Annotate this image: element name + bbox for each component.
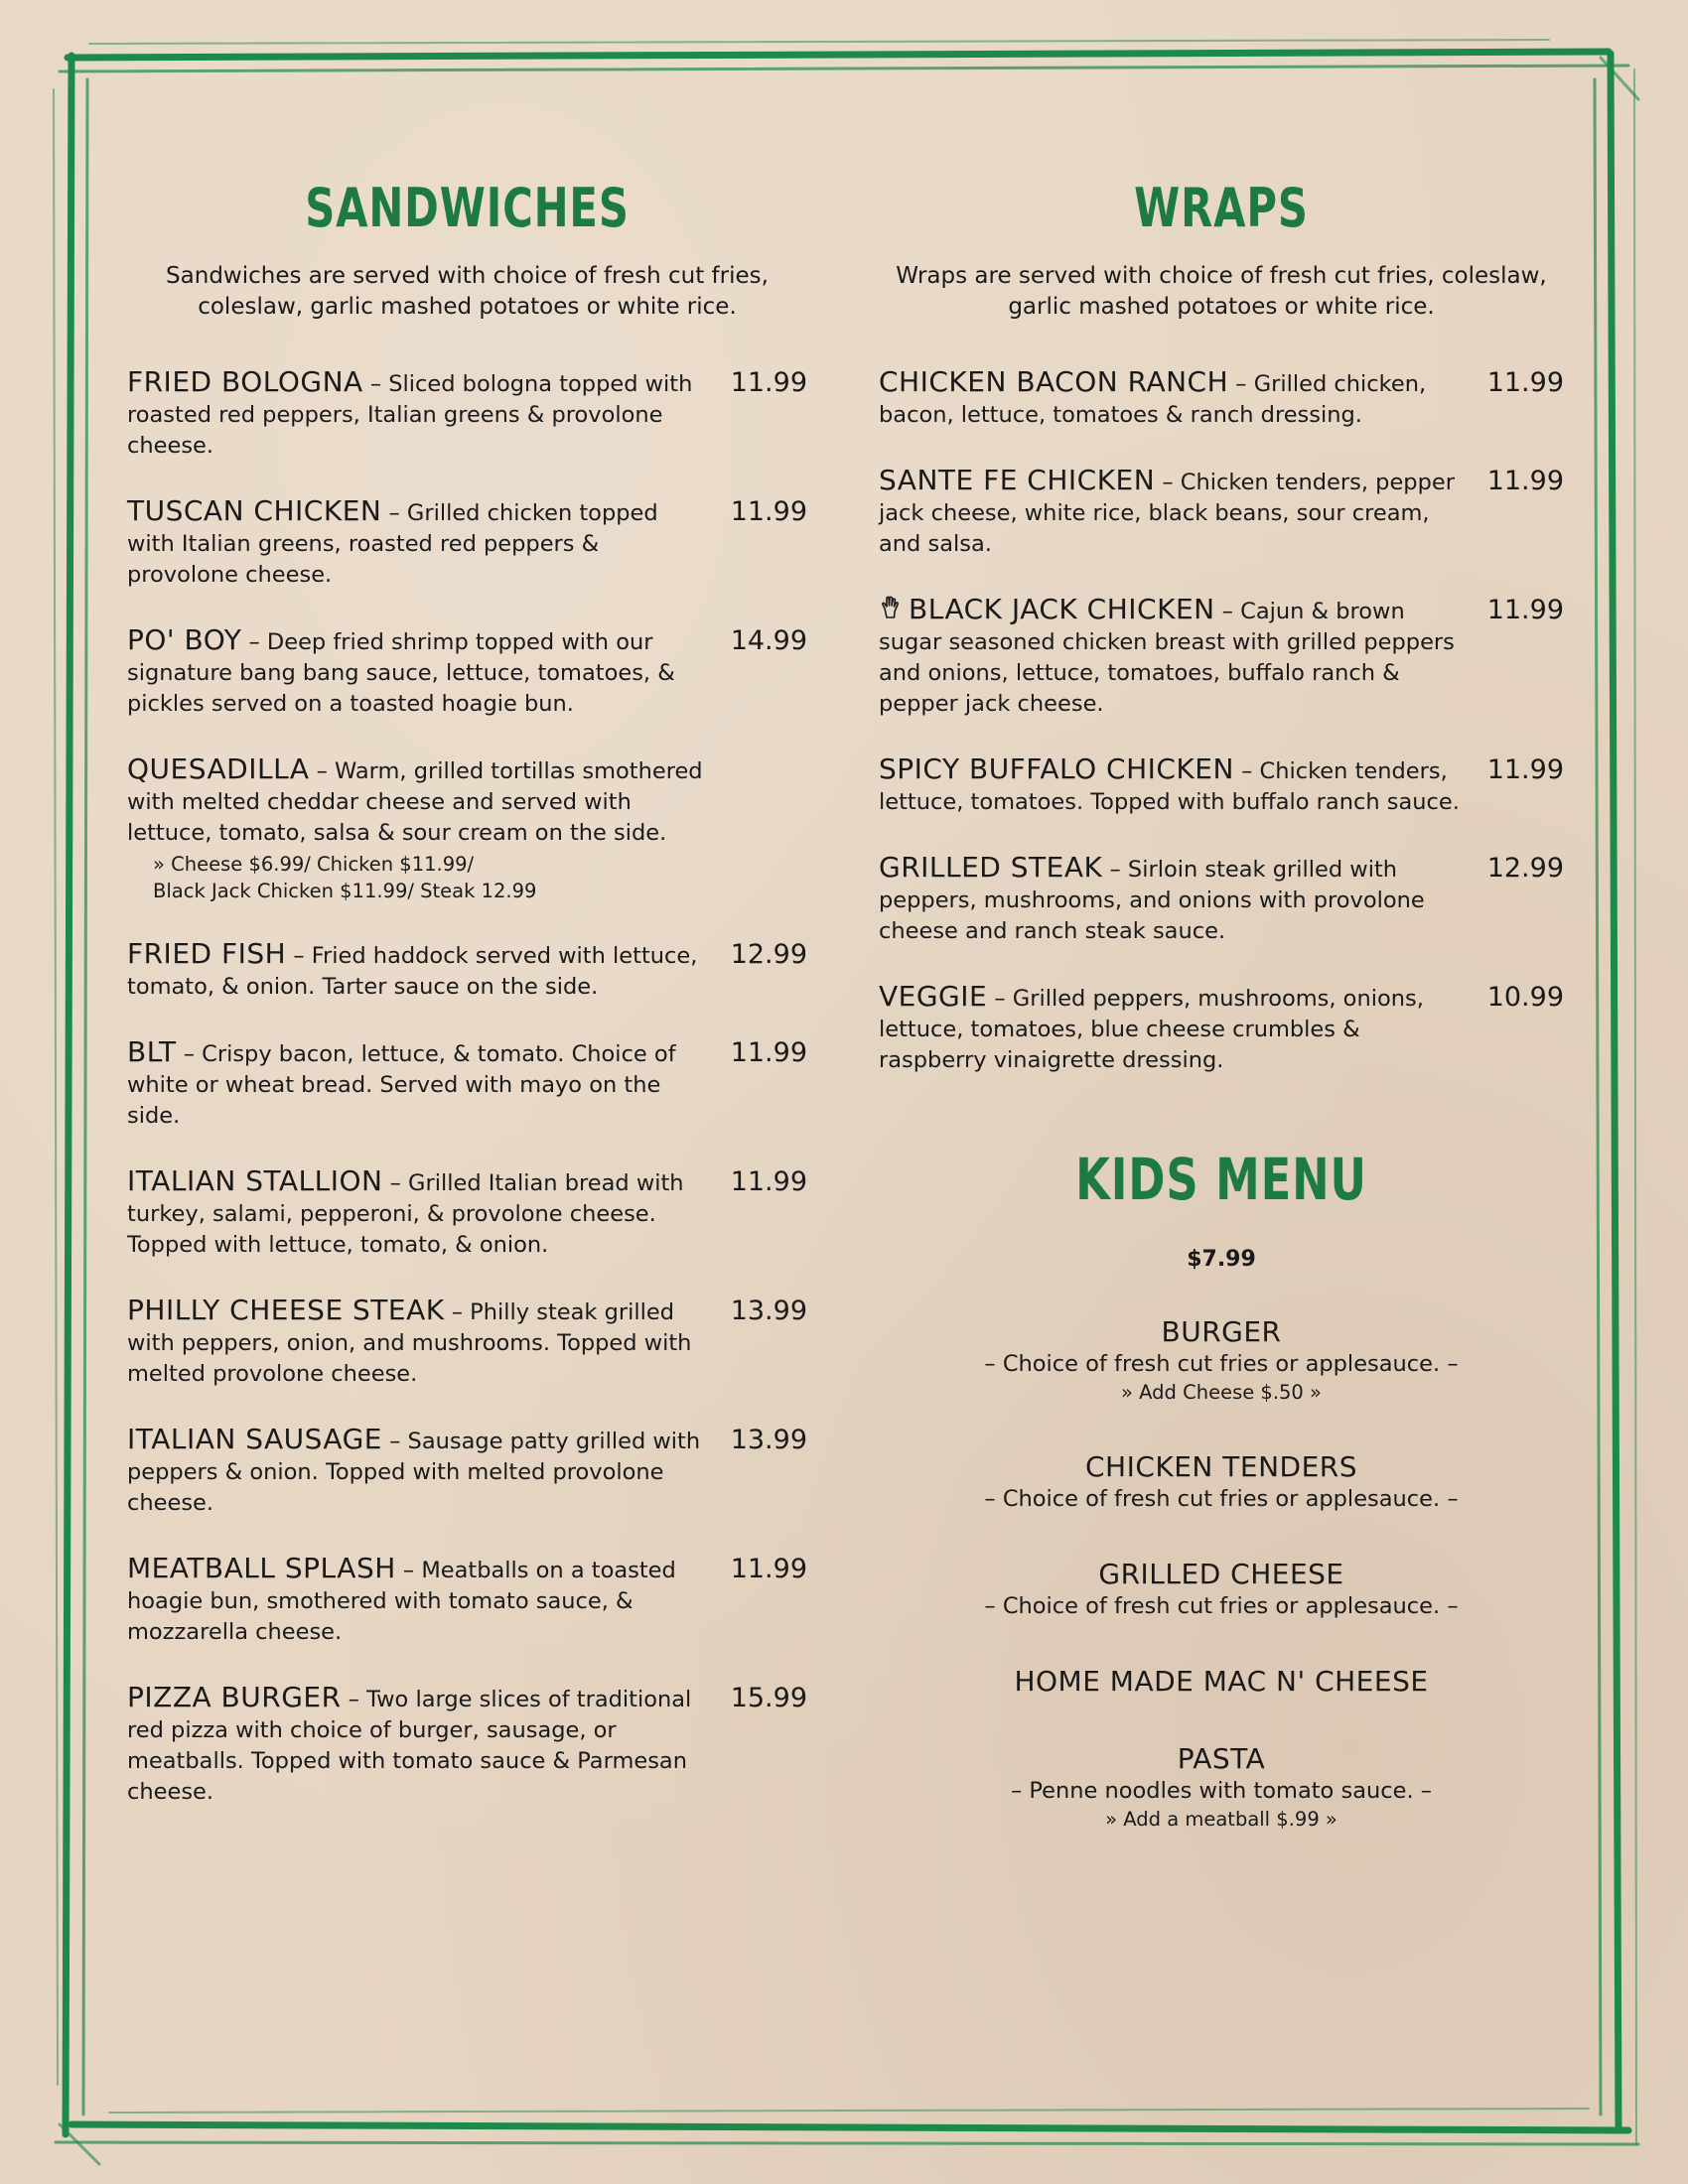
item-description: – Grilled Italian bread with turkey, salami, pepperoni, & provolone cheese. Topped with lettuce, tomato, & onion. (127, 1170, 684, 1258)
kids-item-addon: » Add a meatball $.99 » (1105, 1808, 1337, 1831)
item-price: 11.99 (730, 1037, 807, 1068)
item-price: 11.99 (730, 367, 807, 398)
item-price: 11.99 (1486, 595, 1564, 625)
menu-item (879, 753, 1564, 818)
menu-item (127, 366, 807, 462)
item-description: – Sliced bologna topped with roasted red peppers, Italian greens & provolone cheese. (127, 371, 693, 459)
item-description: – Sausage patty grilled with peppers & onion. Topped with melted provolone cheese. (127, 1429, 701, 1516)
kids-menu-section (879, 1146, 1564, 1834)
kids-item (879, 1558, 1564, 1621)
item-name: BLACK JACK CHICKEN (909, 593, 1215, 625)
item-price: 11.99 (1486, 754, 1564, 785)
item-name: SANTE FE CHICKEN (879, 464, 1156, 496)
kids-menu-price: $7.99 (1187, 1247, 1256, 1272)
kids-item (879, 1665, 1564, 1699)
item-description: – Warm, grilled tortillas smothered with melted cheddar cheese and served with lettuce, tomato, salsa & sour cream on the side. (127, 758, 703, 846)
price-options-line-1: » Cheese $6.99/ Chicken $11.99/ (153, 853, 475, 876)
sandwiches-list (127, 366, 807, 1808)
sandwiches-title: SANDWICHES (305, 177, 630, 239)
kids-item-name: BURGER (1161, 1315, 1282, 1348)
price-options-line-2: Black Jack Chicken $11.99/ Steak 12.99 (153, 880, 537, 902)
item-description: – Deep fried shrimp topped with our signature bang bang sauce, lettuce, tomatoes, & pickles served on a toasted hoagie bun. (127, 629, 675, 717)
kids-item-addon: » Add Cheese $.50 » (1121, 1381, 1322, 1404)
kids-item-name: PASTA (1177, 1742, 1266, 1775)
kids-item (879, 1315, 1564, 1407)
kids-item-description: – Choice of fresh cut fries or applesauce. – (984, 1486, 1459, 1512)
menu-item (127, 1036, 807, 1132)
kids-menu-title: KIDS MENU (1075, 1146, 1367, 1213)
item-name: CHICKEN BACON RANCH (879, 365, 1229, 398)
menu-item (127, 1424, 807, 1519)
menu-item (127, 753, 807, 904)
menu-item (127, 1295, 807, 1390)
item-description: – Crispy bacon, lettuce, & tomato. Choice of white or wheat bread. Served with mayo on the side. (127, 1041, 676, 1129)
item-description: – Grilled chicken topped with Italian greens, roasted red peppers & provolone cheese. (127, 500, 658, 588)
item-name: MEATBALL SPLASH (127, 1552, 396, 1584)
menu-item (879, 366, 1564, 431)
item-name: ITALIAN SAUSAGE (127, 1423, 382, 1455)
item-price: 14.99 (730, 625, 807, 656)
item-price: 11.99 (730, 496, 807, 527)
item-description: – Meatballs on a toasted hoagie bun, smothered with tomato sauce, & mozzarella cheese. (127, 1558, 676, 1645)
item-name: FRIED FISH (127, 937, 287, 970)
menu-item (127, 624, 807, 720)
kids-item (879, 1742, 1564, 1834)
sandwiches-subtitle: Sandwiches are served with choice of fresh cut fries, coleslaw, garlic mashed potatoes or white rice. (166, 263, 769, 320)
menu-item (127, 938, 807, 1003)
item-name: SPICY BUFFALO CHICKEN (879, 752, 1234, 785)
item-name: TUSCAN CHICKEN (127, 494, 382, 527)
item-name: QUESADILLA (127, 752, 310, 785)
item-name: GRILLED STEAK (879, 851, 1103, 884)
item-description: – Chicken tenders, pepper jack cheese, white rice, black beans, sour cream, and salsa. (879, 470, 1455, 557)
menu-item (879, 594, 1564, 720)
sandwiches-column (127, 0, 807, 1842)
kids-item-name: HOME MADE MAC N' CHEESE (1014, 1665, 1429, 1698)
menu-item (879, 465, 1564, 560)
item-price-options (127, 851, 807, 904)
menu-item (127, 495, 807, 591)
hand-icon (879, 595, 905, 620)
item-price: 11.99 (1486, 367, 1564, 398)
item-name: PO' BOY (127, 623, 242, 656)
kids-item-description: – Choice of fresh cut fries or applesauce. – (984, 1593, 1459, 1619)
item-price: 12.99 (1486, 853, 1564, 884)
item-price: 13.99 (730, 1296, 807, 1326)
item-name: ITALIAN STALLION (127, 1164, 383, 1197)
item-description: – Fried haddock served with lettuce, tomato, & onion. Tarter sauce on the side. (127, 943, 698, 1000)
kids-item-description: – Penne noodles with tomato sauce. – (1010, 1778, 1433, 1804)
item-price: 13.99 (730, 1425, 807, 1455)
item-price: 15.99 (730, 1683, 807, 1713)
kids-item (879, 1450, 1564, 1514)
kids-item-name: GRILLED CHEESE (1098, 1558, 1344, 1590)
item-description: – Cajun & brown sugar seasoned chicken breast with grilled peppers and onions, lettuce, tomatoes, buffalo ranch & pepper jack cheese. (879, 599, 1455, 717)
item-price: 11.99 (1486, 466, 1564, 496)
item-description: – Grilled peppers, mushrooms, onions, lettuce, tomatoes, blue cheese crumbles & raspberry vinaigrette dressing. (879, 986, 1424, 1073)
item-description: – Two large slices of traditional red pizza with choice of burger, sausage, or meatballs. Topped with tomato sauce & Parmesan cheese. (127, 1687, 692, 1805)
wraps-column (879, 0, 1564, 1834)
item-description: – Grilled chicken, bacon, lettuce, tomatoes & ranch dressing. (879, 371, 1427, 428)
wraps-list (879, 366, 1564, 1076)
item-name: PHILLY CHEESE STEAK (127, 1294, 445, 1326)
item-name: BLT (127, 1035, 177, 1068)
item-description: – Chicken tenders, lettuce, tomatoes. Topped with buffalo ranch sauce. (879, 758, 1460, 815)
menu-item (879, 852, 1564, 947)
item-price: 11.99 (730, 1166, 807, 1197)
menu-item (127, 1553, 807, 1648)
kids-item-name: CHICKEN TENDERS (1084, 1450, 1358, 1483)
wraps-title: WRAPS (1134, 177, 1309, 239)
item-description: – Philly steak grilled with peppers, onion, and mushrooms. Topped with melted provolone cheese. (127, 1299, 692, 1387)
item-price: 12.99 (730, 939, 807, 970)
item-description: – Sirloin steak grilled with peppers, mushrooms, and onions with provolone cheese and ranch steak sauce. (879, 857, 1425, 944)
item-name: PIZZA BURGER (127, 1681, 342, 1713)
menu-item (127, 1682, 807, 1808)
menu-item (879, 981, 1564, 1076)
wraps-subtitle: Wraps are served with choice of fresh cut fries, coleslaw, garlic mashed potatoes or white rice. (896, 263, 1547, 320)
item-name: FRIED BOLOGNA (127, 365, 363, 398)
menu-item (127, 1165, 807, 1261)
item-price: 10.99 (1486, 982, 1564, 1013)
item-price: 11.99 (730, 1554, 807, 1584)
item-name: VEGGIE (879, 980, 988, 1013)
kids-item-description: – Choice of fresh cut fries or applesauce. – (984, 1351, 1459, 1377)
